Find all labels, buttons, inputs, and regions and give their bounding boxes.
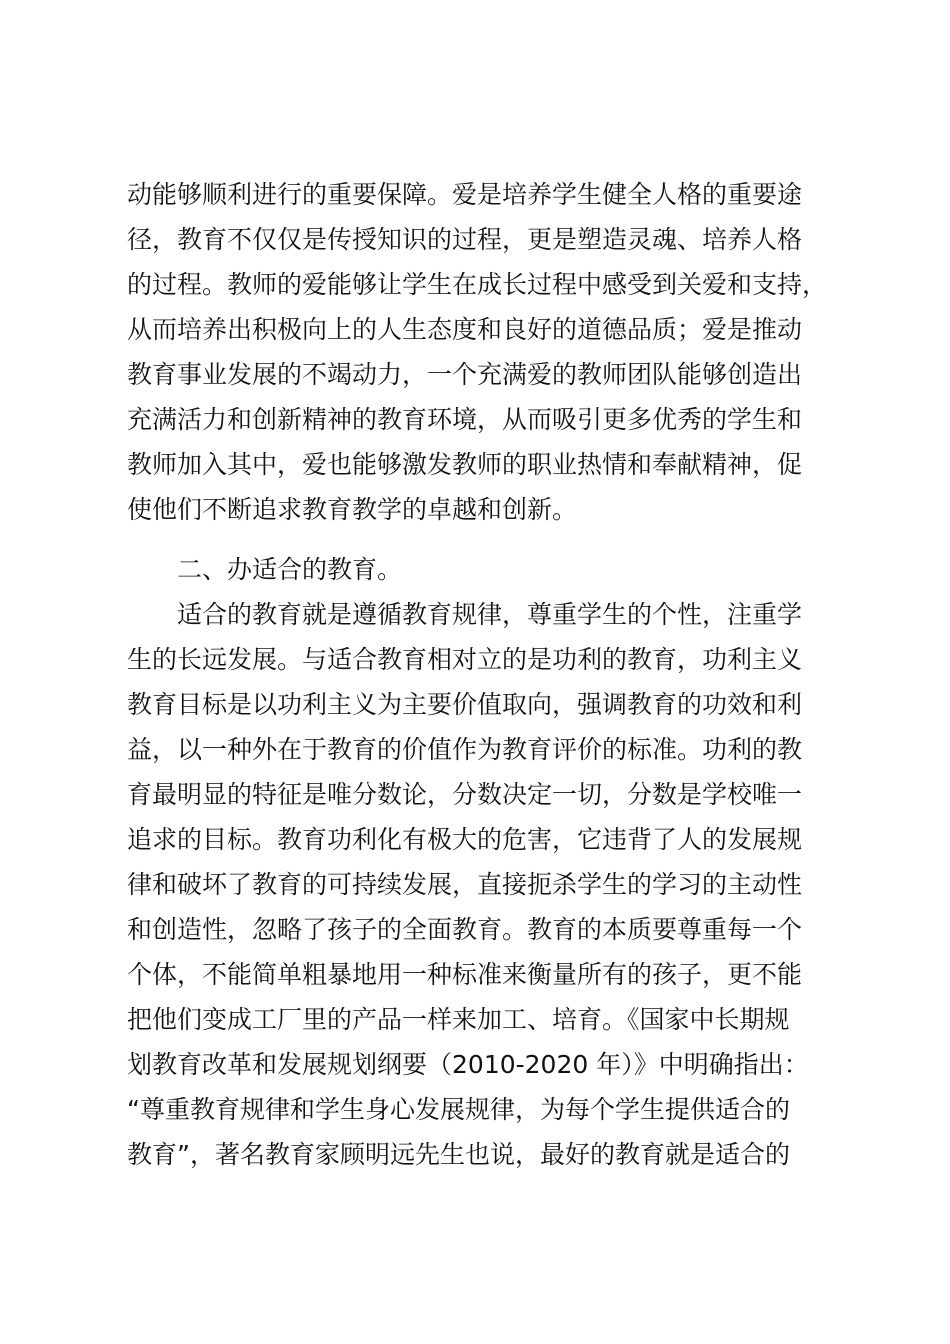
- text-line: 律和破坏了教育的可持续发展，直接扼杀学生的学习的主动性: [127, 870, 803, 899]
- paragraph-love-in-education: [127, 172, 857, 532]
- text-line: 的过程。教师的爱能够让学生在成长过程中感受到关爱和支持，: [127, 270, 828, 299]
- text-line: 使他们不断追求教育教学的卓越和创新。: [127, 495, 578, 524]
- text-line: 动能够顺利进行的重要保障。爱是培养学生健全人格的重要途: [127, 180, 803, 209]
- text-line: 教育目标是以功利主义为主要价值取向，强调教育的功效和利: [127, 690, 803, 719]
- text-line: 个体，不能简单粗暴地用一种标准来衡量所有的孩子，更不能: [127, 960, 803, 989]
- text-line: 和创造性，忽略了孩子的全面教育。教育的本质要尊重每一个: [127, 915, 803, 944]
- text-line: 划教育改革和发展规划纲要（2010-2020 年）》中明确指出：: [127, 1050, 809, 1079]
- text-line: 径，教育不仅仅是传授知识的过程，更是塑造灵魂、培养人格: [127, 225, 803, 254]
- text-line: 追求的目标。教育功利化有极大的危害，它违背了人的发展规: [127, 825, 803, 854]
- text-line: 教师加入其中，爱也能够激发教师的职业热情和奉献精神，促: [127, 450, 803, 479]
- text-line: 把他们变成工厂里的产品一样来加工、培育。《国家中长期规: [127, 1005, 790, 1034]
- section-suitable-education: [127, 547, 857, 1177]
- section-heading: 二、办适合的教育。: [127, 555, 403, 584]
- text-line: 教育事业发展的不竭动力，一个充满爱的教师团队能够创造出: [127, 360, 803, 389]
- text-line: 从而培养出积极向上的人生态度和良好的道德品质；爱是推动: [127, 315, 803, 344]
- text-line: 教育”，著名教育家顾明远先生也说，最好的教育就是适合的: [127, 1140, 790, 1169]
- text-line: 充满活力和创新精神的教育环境，从而吸引更多优秀的学生和: [127, 405, 803, 434]
- text-line: 适合的教育就是遵循教育规律，尊重学生的个性，注重学: [127, 600, 803, 629]
- text-line: 育最明显的特征是唯分数论，分数决定一切，分数是学校唯一: [127, 780, 803, 809]
- text-line: 益，以一种外在于教育的价值作为教育评价的标准。功利的教: [127, 735, 803, 764]
- text-line: 生的长远发展。与适合教育相对立的是功利的教育，功利主义: [127, 645, 803, 674]
- text-line: “尊重教育规律和学生身心发展规律，为每个学生提供适合的: [127, 1095, 790, 1124]
